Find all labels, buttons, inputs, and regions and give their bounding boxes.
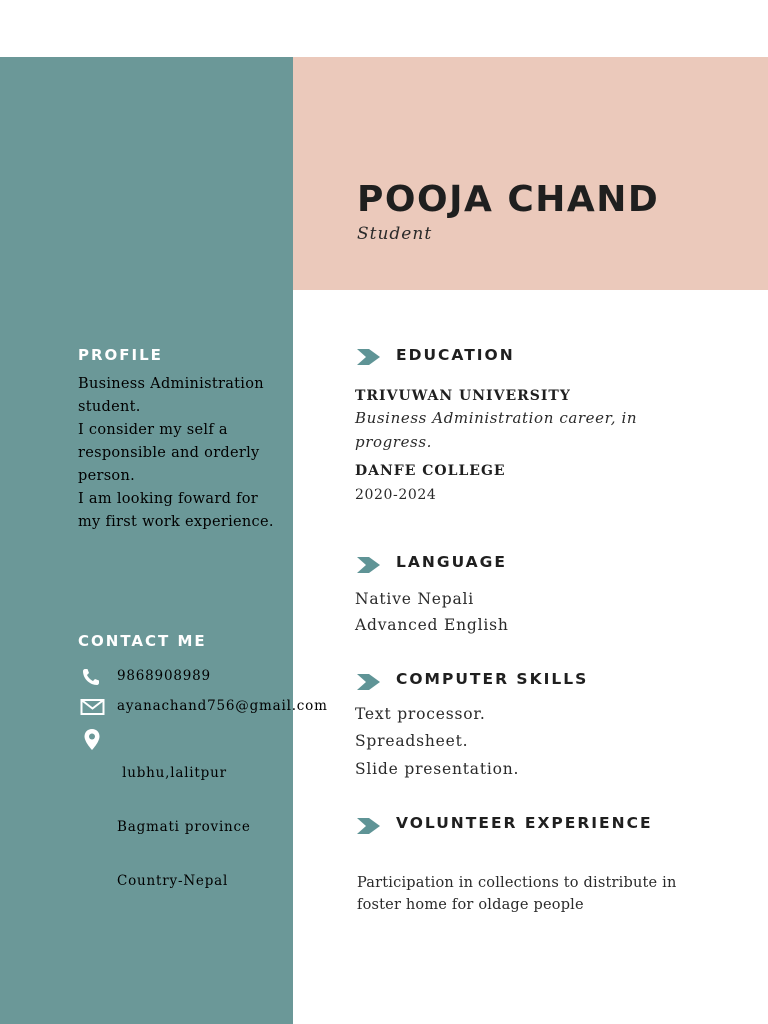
skill-item: Text processor. bbox=[355, 705, 486, 723]
contact-heading: CONTACT ME bbox=[78, 632, 207, 650]
email-address: ayanachand756@gmail.com bbox=[117, 698, 328, 714]
phone-number: 9868908989 bbox=[117, 668, 211, 684]
chevron-icon bbox=[356, 556, 382, 574]
profile-line: I consider my self a responsible and orderly person. bbox=[78, 422, 260, 484]
address-line: Bagmati province bbox=[117, 819, 251, 835]
language-heading: LANGUAGE bbox=[396, 553, 507, 571]
skill-item: Slide presentation. bbox=[355, 760, 520, 778]
profile-line: Business Administration student. bbox=[78, 376, 264, 415]
mail-icon bbox=[80, 697, 106, 717]
chevron-icon bbox=[356, 673, 382, 691]
skill-item: Spreadsheet. bbox=[355, 732, 469, 750]
profile-text bbox=[78, 373, 283, 534]
education-heading: EDUCATION bbox=[396, 346, 515, 364]
education-institution: DANFE COLLEGE bbox=[355, 463, 506, 479]
chevron-icon bbox=[356, 348, 382, 366]
job-title: Student bbox=[357, 224, 433, 244]
contact-address bbox=[80, 728, 251, 926]
address-line: Country-Nepal bbox=[117, 873, 229, 889]
contact-email bbox=[80, 697, 328, 717]
name-header bbox=[293, 57, 768, 290]
full-name: POOJA CHAND bbox=[357, 179, 660, 220]
profile-line: I am looking foward for my first work experience. bbox=[78, 491, 274, 530]
address-line: lubhu,lalitpur bbox=[117, 765, 227, 781]
chevron-icon bbox=[356, 817, 382, 835]
language-item: Advanced English bbox=[355, 616, 509, 634]
address bbox=[117, 728, 251, 926]
profile-heading: PROFILE bbox=[78, 346, 163, 364]
phone-icon bbox=[80, 667, 106, 687]
volunteer-description: Participation in collections to distribute in foster home for oldage people bbox=[357, 875, 677, 913]
education-years: 2020-2024 bbox=[355, 487, 437, 503]
location-pin-icon bbox=[80, 728, 106, 752]
computer-skills-heading: COMPUTER SKILLS bbox=[396, 670, 589, 688]
language-item: Native Nepali bbox=[355, 590, 475, 608]
volunteer-heading: VOLUNTEER EXPERIENCE bbox=[396, 814, 653, 832]
education-detail: Business Administration career, in progress. bbox=[355, 409, 638, 451]
education-institution: TRIVUWAN UNIVERSITY bbox=[355, 388, 571, 404]
contact-phone bbox=[80, 667, 211, 687]
